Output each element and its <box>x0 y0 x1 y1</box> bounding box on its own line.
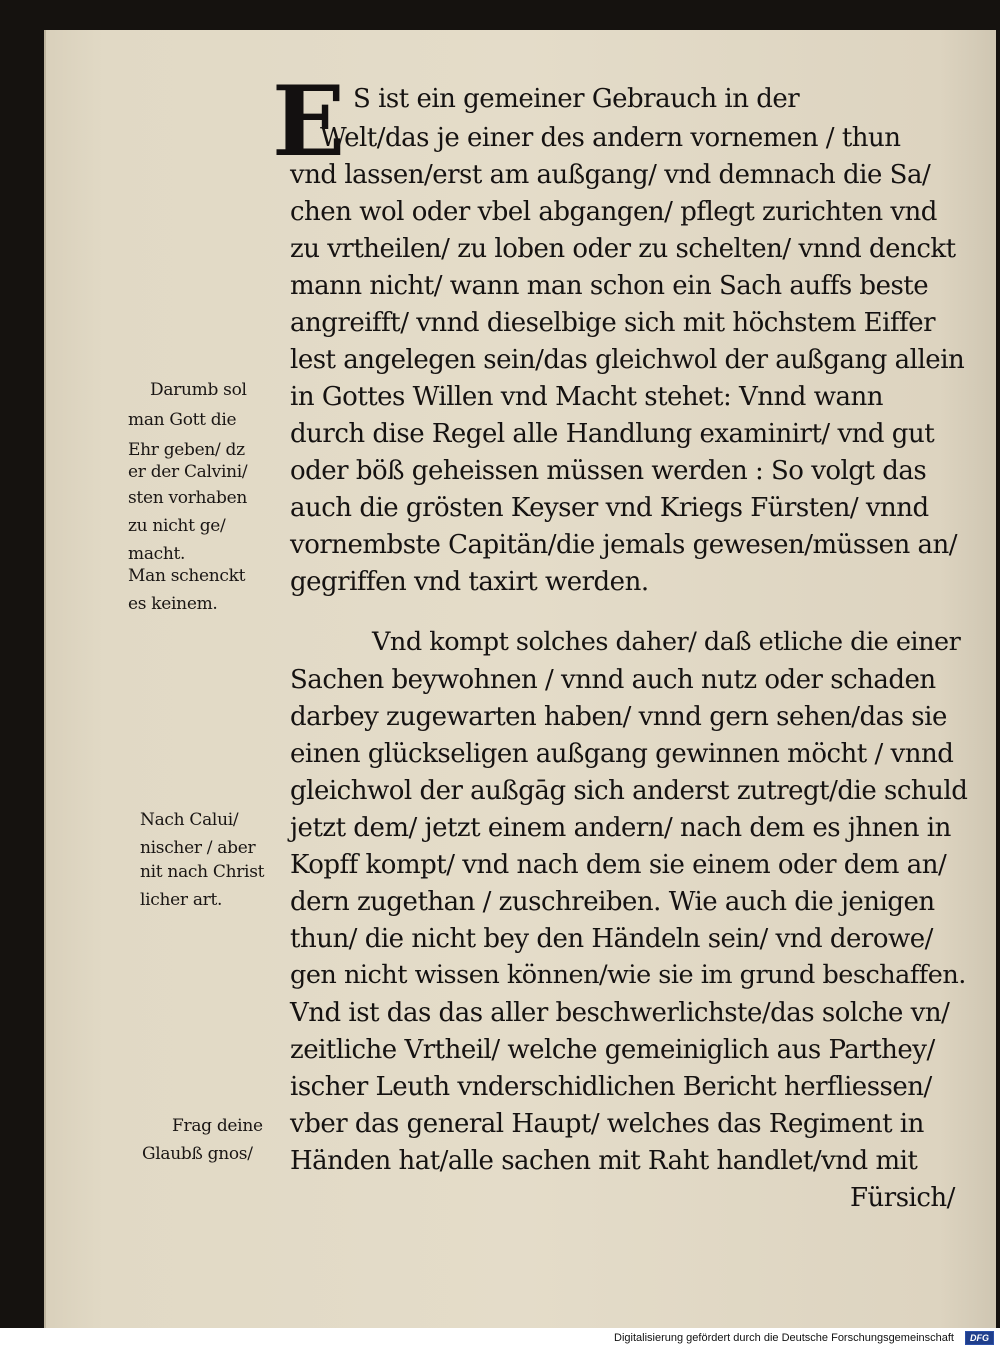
text-line: dern zugethan / zuschreiben. Wie auch die jenigen <box>290 887 935 917</box>
marginal-note-line: Man schenckt <box>128 566 246 586</box>
text-line: Vnd kompt solches daher/ daß etliche die einer <box>372 627 961 657</box>
footer-credit-text: Digitalisierung gefördert durch die Deutsche Forschungsgemeinschaft <box>614 1332 954 1344</box>
text-line: chen wol oder vbel abgangen/ pflegt zurichten vnd <box>290 197 937 227</box>
marginal-note-line: Glaubß gnos/ <box>142 1144 253 1164</box>
text-line: angreifft/ vnnd dieselbige sich mit höchstem Eiffer <box>290 308 936 338</box>
marginal-note-line: Ehr geben/ dz <box>128 440 245 460</box>
text-line: einen glückseligen außgang gewinnen möcht / vnnd <box>290 739 954 769</box>
marginal-note-line: nischer / aber <box>140 838 256 858</box>
marginal-note-line: nit nach Christ <box>140 862 265 882</box>
text-line: Kopff kompt/ vnd nach dem sie einem oder dem an/ <box>290 850 947 880</box>
marginal-note-line: Frag deine <box>172 1116 263 1136</box>
marginal-note-line: Darumb sol <box>150 380 247 400</box>
text-line: Sachen beywohnen / vnnd auch nutz oder schaden <box>290 665 936 695</box>
text-line: Händen hat/alle sachen mit Raht handlet/vnd mit <box>290 1146 918 1176</box>
text-line: in Gottes Willen vnd Macht stehet: Vnnd wann <box>290 382 883 412</box>
marginal-note-line: Nach Calui/ <box>140 810 239 830</box>
text-line: durch dise Regel alle Handlung examinirt/ vnd gut <box>290 419 935 449</box>
text-line: mann nicht/ wann man schon ein Sach auffs beste <box>290 271 929 301</box>
text-line: jetzt dem/ jetzt einem andern/ nach dem es jhnen in <box>290 813 951 843</box>
footer-bar <box>0 1328 1000 1350</box>
marginal-note-line: zu nicht ge/ <box>128 516 226 536</box>
text-line: thun/ die nicht bey den Händeln sein/ vnd derowe/ <box>290 924 933 954</box>
marginal-note-line: man Gott die <box>128 410 237 430</box>
text-line: Vnd ist das das aller beschwerlichste/das solche vn/ <box>290 998 950 1028</box>
marginal-note-line: er der Calvini/ <box>128 462 248 482</box>
text-line: darbey zugewarten haben/ vnnd gern sehen/das sie <box>290 702 947 732</box>
text-line: S ist ein gemeiner Gebrauch in der <box>353 84 800 114</box>
text-line: vnd lassen/erst am außgang/ vnd demnach die Sa/ <box>290 160 931 190</box>
text-line: ischer Leuth vnderschidlichen Bericht herfliessen/ <box>290 1072 932 1102</box>
marginal-note-line: licher art. <box>140 890 223 910</box>
marginal-note-line: sten vorhaben <box>128 488 248 508</box>
text-line: Welt/das je einer des andern vornemen / thun <box>320 123 901 153</box>
text-line: oder böß geheissen müssen werden : So volgt das <box>290 456 927 486</box>
marginal-note-line: es keinem. <box>128 594 218 614</box>
text-line: gen nicht wissen können/wie sie im grund beschaffen. <box>290 960 966 990</box>
drop-cap-initial: E <box>272 65 346 178</box>
text-line: auch die grösten Keyser vnd Kriegs Fürsten/ vnnd <box>290 493 929 523</box>
marginal-note-line: macht. <box>128 544 186 564</box>
dfg-logo: DFG <box>965 1331 994 1345</box>
text-line: vornembste Capitän/die jemals gewesen/müssen an/ <box>290 530 957 560</box>
catchword: Fürsich/ <box>850 1183 955 1213</box>
text-line: zeitliche Vrtheil/ welche gemeiniglich aus Parthey/ <box>290 1035 935 1065</box>
text-line: zu vrtheilen/ zu loben oder zu schelten/ vnnd denckt <box>290 234 956 264</box>
text-line: lest angelegen sein/das gleichwol der außgang allein <box>290 345 965 375</box>
text-line: vber das general Haupt/ welches das Regiment in <box>290 1109 924 1139</box>
text-line: gegriffen vnd taxirt werden. <box>290 567 649 597</box>
text-line: gleichwol der außgāg sich anderst zutregt/die schuld <box>290 776 968 806</box>
